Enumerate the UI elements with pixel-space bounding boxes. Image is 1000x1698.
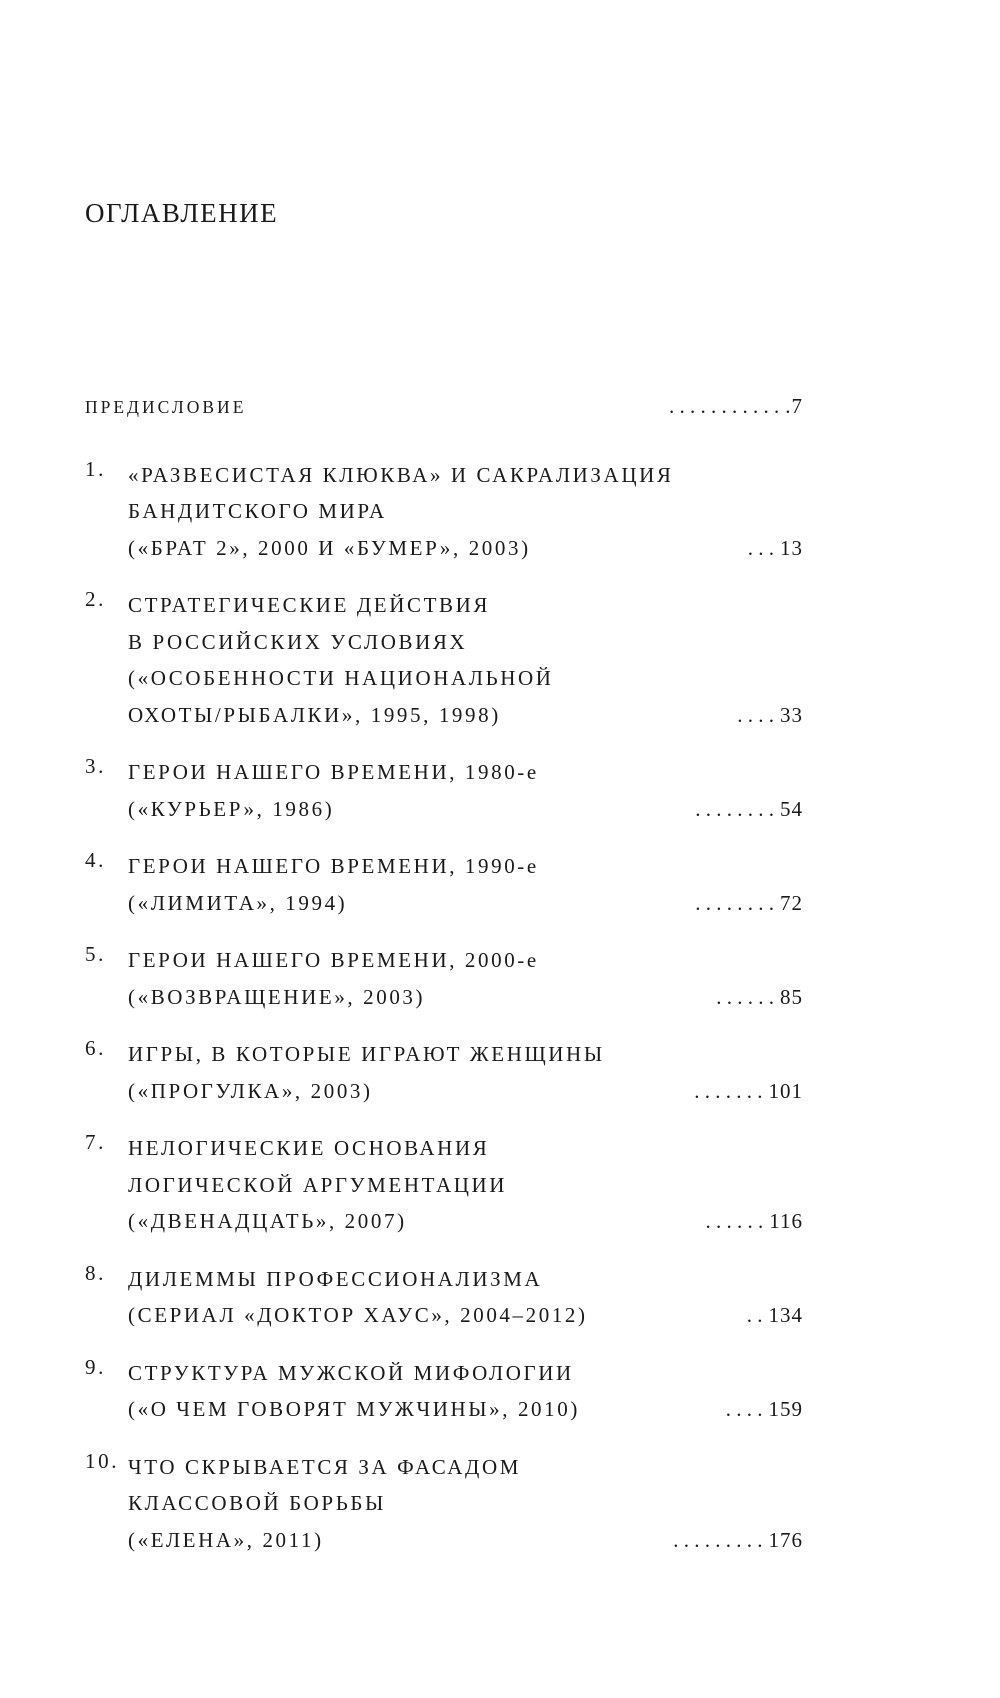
toc-entry-number: 10. [85,1448,120,1473]
toc-entry-title-line: СТРАТЕГИЧЕСКИЕ ДЕЙСТВИЯ [128,593,490,617]
dot-leader: . . . . . . [705,1209,764,1233]
toc-entry-title-line: ОХОТЫ/РЫБАЛКИ», 1995, 1998) [128,702,501,727]
dot-leader: . . . . [737,702,774,727]
dot-leader: . . . . . . . . . . . [669,394,780,418]
toc-entry[interactable] [85,587,803,733]
toc-page-number: 72 [780,890,803,915]
toc-page-number: 101 [768,1078,803,1103]
toc-entry[interactable] [85,1449,803,1559]
toc-entry-title-line: «РАЗВЕСИСТАЯ КЛЮКВА» И САКРАЛИЗАЦИЯ [128,462,674,487]
toc-entry-title-line: («ЕЛЕНА», 2011) [128,1527,324,1552]
toc-entry-title-line: ИГРЫ, В КОТОРЫЕ ИГРАЮТ ЖЕНЩИНЫ [128,1042,605,1066]
toc-entry[interactable] [85,1130,803,1240]
dot-leader: . . . . . . . . [695,796,774,821]
toc-page-number: 33 [780,702,803,727]
toc-entry[interactable] [85,1355,803,1428]
toc-entry-number: 5. [85,942,106,966]
toc-entry[interactable] [85,388,803,426]
table-of-contents [85,388,803,1579]
toc-page-number: 54 [780,796,803,821]
toc-entry-number: 2. [85,587,106,611]
toc-entry-title-line: ЧТО СКРЫВАЕТСЯ ЗА ФАСАДОМ [128,1454,522,1479]
toc-entry-number: 6. [85,1036,106,1060]
toc-page-number: 134 [768,1303,803,1327]
toc-page-number: 13 [780,535,803,560]
toc-entry-title-line: ГЕРОИ НАШЕГО ВРЕМЕНИ, 1990-е [128,854,539,878]
dot-leader: . . . . . . [716,984,774,1009]
toc-entry[interactable] [85,1036,803,1109]
toc-entry-title-line: («КУРЬЕР», 1986) [128,796,335,821]
toc-entry[interactable] [85,942,803,1015]
toc-entry-number: 4. [85,848,106,872]
toc-entry-title-line: КЛАССОВОЙ БОРЬБЫ [128,1491,386,1515]
toc-entry-title-line: ПРЕДИСЛОВИЕ [85,397,247,417]
toc-entry-title-line: БАНДИТСКОГО МИРА [128,499,387,523]
toc-entry-title-line: ГЕРОИ НАШЕГО ВРЕМЕНИ, 1980-е [128,760,539,784]
toc-page-number: 85 [780,984,803,1009]
toc-entry-title-line: (СЕРИАЛ «ДОКТОР ХАУС», 2004–2012) [128,1303,588,1327]
dot-leader: . . . . [725,1397,763,1421]
dot-leader: . . . . . . . . . [673,1527,763,1552]
toc-entry-title-line: ДИЛЕММЫ ПРОФЕССИОНАЛИЗМА [128,1266,543,1291]
toc-entry-number: 9. [85,1354,106,1379]
toc-page-number: 116 [769,1209,803,1233]
toc-entry-number: 8. [85,1260,106,1285]
dot-leader: . . . . . . . [694,1078,763,1103]
toc-entry-title-line: («ЛИМИТА», 1994) [128,890,348,915]
toc-page-number: 176 [768,1527,803,1552]
toc-entry-title-line: («ОСОБЕННОСТИ НАЦИОНАЛЬНОЙ [128,666,554,690]
page-title: ОГЛАВЛЕНИЕ [85,198,279,228]
dot-leader: . . . . . . . . [695,890,774,915]
toc-entry-number: 7. [85,1130,106,1154]
toc-entry-number: 3. [85,754,106,778]
toc-entry-title-line: («ПРОГУЛКА», 2003) [128,1078,373,1103]
dot-leader: . . . [747,535,774,560]
toc-page-number: 159 [768,1397,803,1421]
toc-entry-title-line: («О ЧЕМ ГОВОРЯТ МУЖЧИНЫ», 2010) [128,1397,580,1421]
toc-entry-title-line: В РОССИЙСКИХ УСЛОВИЯХ [128,629,468,654]
toc-entry-title-line: ГЕРОИ НАШЕГО ВРЕМЕНИ, 2000-е [128,948,539,972]
toc-entry-title-line: («ВОЗВРАЩЕНИЕ», 2003) [128,984,426,1009]
toc-entry[interactable] [85,848,803,921]
toc-entry-title-line: НЕЛОГИЧЕСКИЕ ОСНОВАНИЯ [128,1136,490,1160]
dot-leader: . . [746,1303,763,1327]
toc-page-number: .7 [785,394,803,418]
toc-entry-number: 1. [85,456,106,481]
toc-entry[interactable] [85,457,803,567]
toc-entry-title-line: СТРУКТУРА МУЖСКОЙ МИФОЛОГИИ [128,1360,574,1385]
toc-entry-title-line: («ДВЕНАДЦАТЬ», 2007) [128,1209,407,1233]
toc-entry[interactable] [85,1261,803,1334]
toc-entry-title-line: ЛОГИЧЕСКОЙ АРГУМЕНТАЦИИ [128,1172,508,1197]
toc-entry-title-line: («БРАТ 2», 2000 И «БУМЕР», 2003) [128,535,531,560]
toc-entry[interactable] [85,754,803,827]
